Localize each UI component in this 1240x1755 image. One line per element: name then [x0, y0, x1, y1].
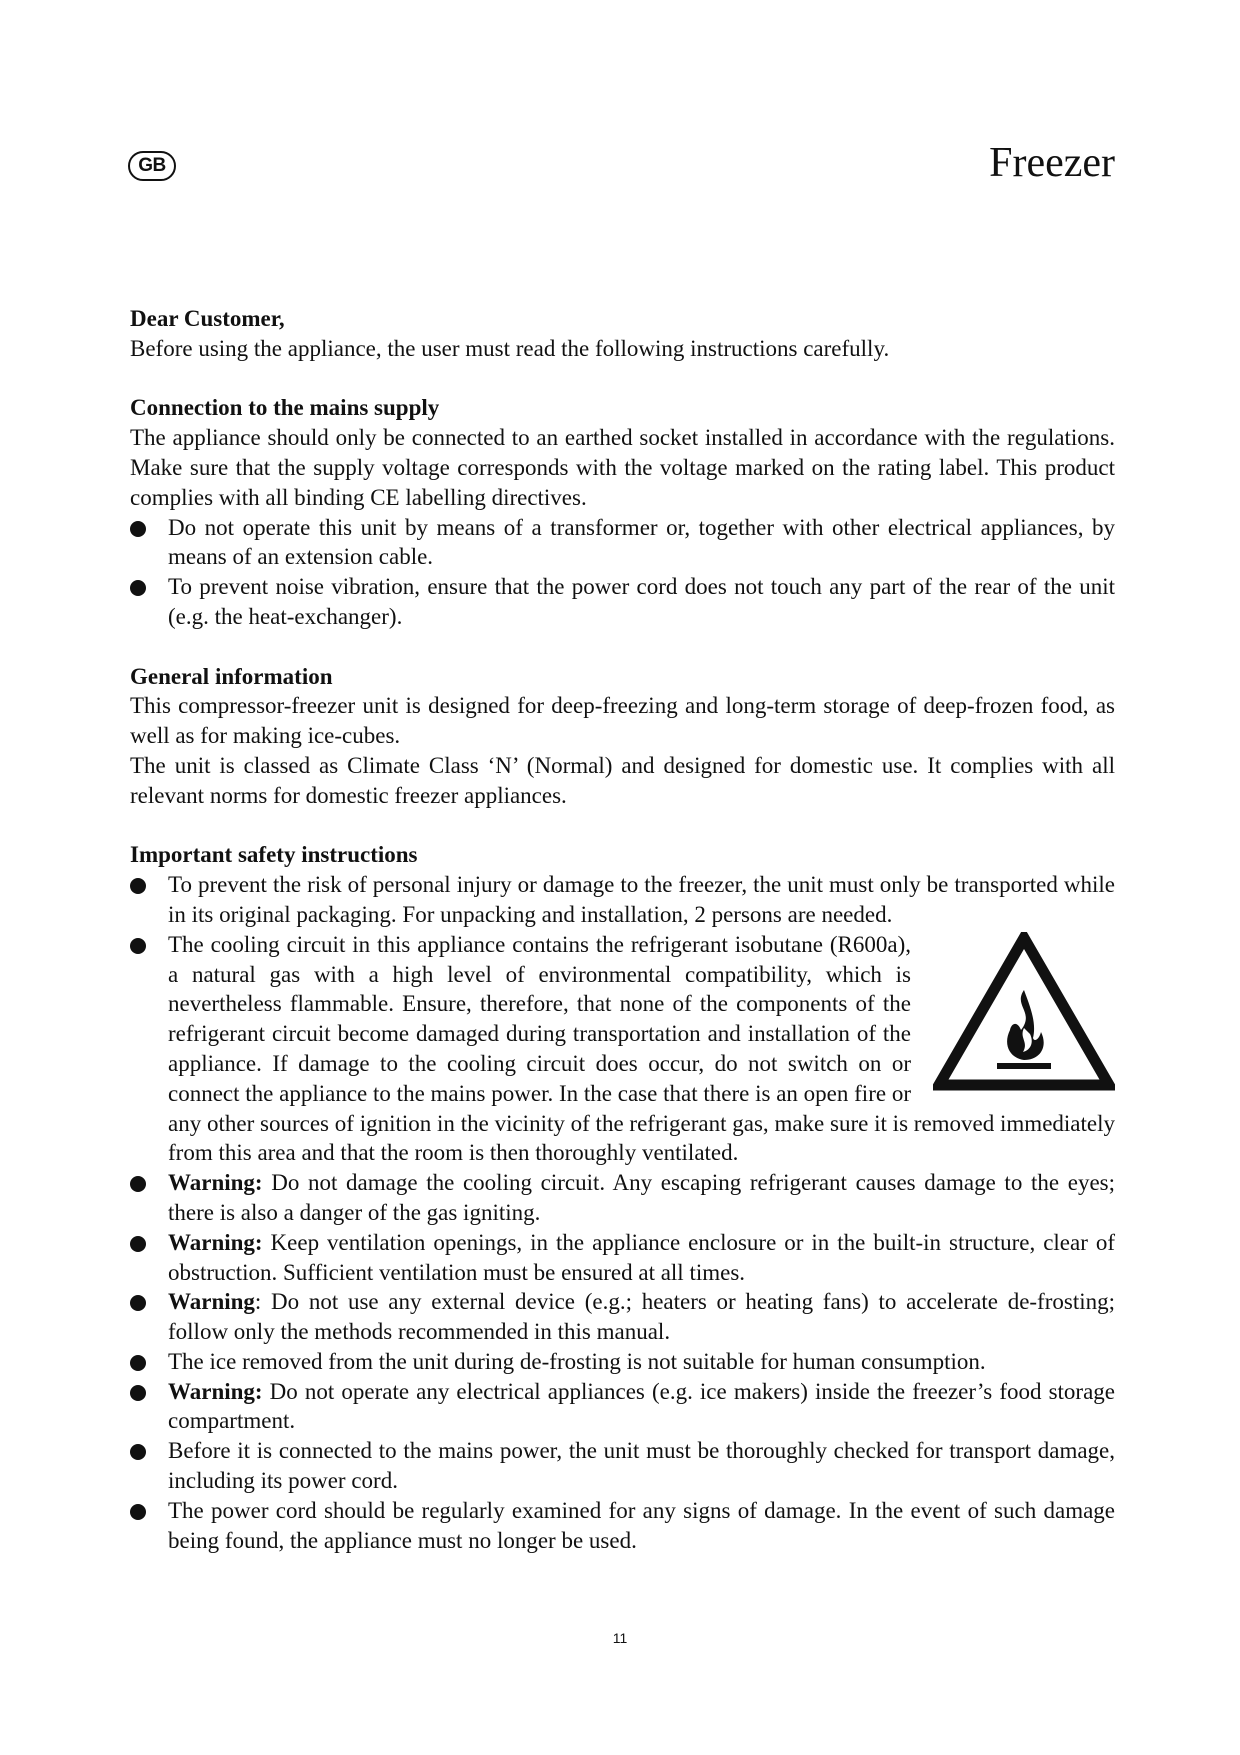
greeting-heading: Dear Customer, [130, 306, 285, 331]
list-item-text: The ice removed from the unit during de-frosting is not suitable for human consumption. [168, 1348, 986, 1374]
greeting-text: Before using the appliance, the user must read the following instructions carefully. [130, 335, 890, 361]
bullet-dot-icon [130, 521, 146, 537]
list-item [130, 1287, 1115, 1347]
list-item [130, 930, 1115, 1168]
general-info-paragraph-1: This compressor-freezer unit is designed for deep-freezing and long-term storage of deep-frozen food, as well as for making ice-cubes. [130, 693, 1115, 749]
list-item-text: To prevent the risk of personal injury or damage to the freezer, the unit must only be transported while in its original packaging. For unpacking and installation, 2 persons are needed. [168, 872, 1115, 927]
list-item-text: Do not operate any electrical appliances (e.g. ice makers) inside the freezer’s food storage compartment. [168, 1378, 1115, 1434]
list-item [130, 1436, 1115, 1496]
list-item-text: Do not damage the cooling circuit. Any escaping refrigerant causes damage to the eyes; there is also a danger of the gas igniting. [168, 1170, 1115, 1225]
warning-label: Warning: [168, 1229, 263, 1255]
bullet-dot-icon [130, 938, 146, 954]
list-item-text: Keep ventilation openings, in the appliance enclosure or in the built-in structure, clear of obstruction. Sufficient ventilation must be ensured at all times. [168, 1229, 1115, 1285]
country-badge: GB [128, 151, 176, 181]
bullet-dot-icon [130, 1295, 146, 1311]
bullet-dot-icon [130, 1385, 146, 1401]
mains-supply-text: The appliance should only be connected to an earthed socket installed in accordance with the regulations. Make sure that the supply voltage corresponds with the voltage marked on the rating label. This product complies with all binding CE labelling directives. [130, 425, 1115, 510]
warning-label: Warning: [168, 1378, 263, 1404]
document-body [130, 304, 1115, 1555]
flammable-warning-icon [933, 932, 1115, 1092]
safety-list [130, 870, 1115, 1555]
list-item-text: The power cord should be regularly examined for any signs of damage. In the event of such damage being found, the appliance must no longer be used. [168, 1497, 1115, 1553]
list-item [130, 1347, 1115, 1377]
list-item [130, 1228, 1115, 1288]
bullet-dot-icon [130, 580, 146, 596]
general-info-paragraph-2: The unit is classed as Climate Class ‘N’ (Normal) and designed for domestic use. It complies with all relevant norms for domestic freezer appliances. [130, 752, 1115, 808]
page-title: Freezer [989, 140, 1115, 186]
bullet-dot-icon [130, 1176, 146, 1192]
list-item-text: : Do not use any external device (e.g.; heaters or heating fans) to accelerate de-frosting; follow only the methods recommended in this manual. [168, 1289, 1115, 1345]
list-item [130, 513, 1115, 573]
warning-label: Warning: [168, 1170, 263, 1196]
list-item [130, 1496, 1115, 1556]
bullet-dot-icon [130, 1236, 146, 1252]
list-item [130, 1168, 1115, 1228]
bullet-dot-icon [130, 1504, 146, 1520]
warning-label: Warning [168, 1289, 255, 1315]
bullet-dot-icon [130, 1444, 146, 1460]
mains-supply-heading: Connection to the mains supply [130, 395, 440, 421]
list-item-text: The cooling circuit in this appliance contains the refrigerant isobutane (R600a), a natural gas with a high level of environmental compatibility, which is nevertheless flammable. Ensure, therefore, that none of the components of the refrigerant circuit become damaged during transportation and installation of the appliance. If damage to the cooling circuit does occur, do not switch on or connect the appliance to the mains power. In the case that there is an open fire or any other sources of ignition in the vicinity of the refrigerant gas, make sure it is removed immediately from this area and that the room is then thoroughly ventilated. [168, 931, 1115, 1166]
bullet-dot-icon [130, 878, 146, 894]
list-item-text: Do not operate this unit by means of a transformer or, together with other electrical appliances, by means of an extension cable. [168, 514, 1115, 570]
list-item-text: To prevent noise vibration, ensure that the power cord does not touch any part of the rear of the unit (e.g. the heat-exchanger). [168, 574, 1115, 629]
list-item [130, 870, 1115, 930]
bullet-dot-icon [130, 1355, 146, 1371]
list-item [130, 1377, 1115, 1437]
list-item [130, 572, 1115, 632]
list-item-text: Before it is connected to the mains power, the unit must be thoroughly checked for transport damage, including its power cord. [168, 1438, 1115, 1494]
general-info-heading: General information [130, 663, 333, 689]
page-number: 11 [612, 1630, 628, 1646]
mains-supply-list [130, 513, 1115, 632]
safety-heading: Important safety instructions [130, 842, 418, 868]
